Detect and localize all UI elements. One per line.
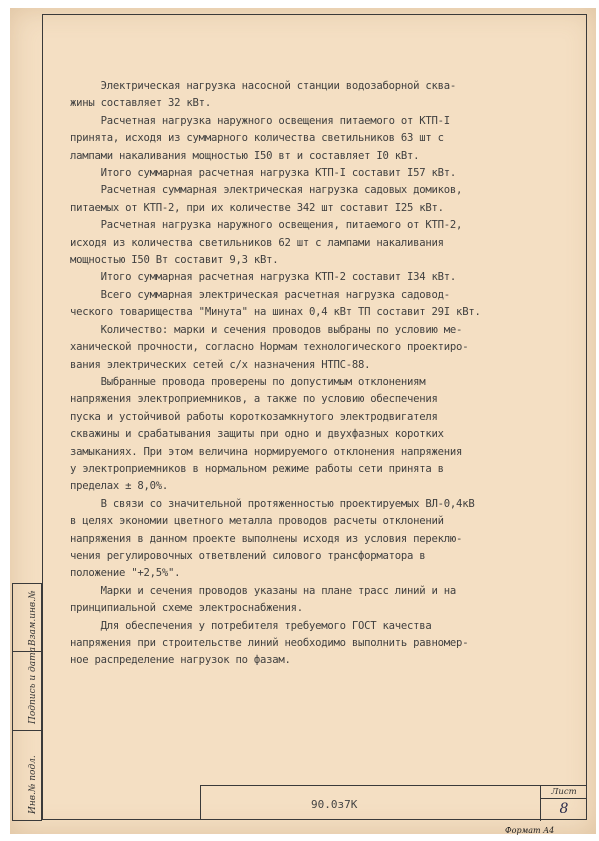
text-line: напряжения при строительстве линий необходимо выполнить равномер-: [70, 637, 469, 649]
text-line: мощностью I50 Вт составит 9,3 кВт.: [70, 254, 279, 267]
approval-stamp-strip: [12, 583, 42, 821]
text-line: напряжения электроприемников, а также по условию обеспечения: [70, 393, 438, 406]
text-line: ное распределение нагрузок по фазам.: [70, 654, 291, 667]
text-line: замыканиях. При этом величина нормируемого отклонения напряжения: [70, 445, 463, 458]
sheet-number: 8: [559, 801, 569, 817]
sheet-label: Лист: [541, 786, 587, 799]
text-line: пределах ± 8,0%.: [70, 480, 169, 493]
text-line: Расчетная нагрузка наружного освещения питаемого от КТП-I: [70, 114, 450, 127]
text-line: в целях экономии цветного металла проводов расчеты отклонений: [70, 515, 444, 528]
sheet-number-box: [540, 786, 587, 821]
text-line: Количество: марки и сечения проводов выбраны по условию ме-: [70, 323, 463, 336]
document-code: 90.0з7К: [311, 798, 358, 811]
text-line: В связи со значительной протяженностью проектируемых ВЛ-0,4кВ: [70, 497, 475, 510]
text-line: Расчетная нагрузка наружного освещения, питаемого от КТП-2,: [70, 219, 463, 232]
text-line: чения регулировочных ответвлений силового трансформатора в: [70, 549, 426, 562]
original-inventory-label: Инв.№ подл.: [28, 755, 38, 814]
text-line: Всего суммарная электрическая расчетная нагрузка садовод-: [70, 288, 450, 301]
text-line: Для обеспечения у потребителя требуемого ГОСТ качества: [70, 619, 432, 632]
text-line: лампами накаливания мощностью I50 вт и составляет I0 кВт.: [70, 149, 420, 162]
text-line: у электроприемников в нормальном режиме работы сети принята в: [70, 462, 444, 475]
text-line: ческого товарищества "Минута" на шинах 0,4 кВт ТП составит 29I кВт.: [70, 306, 481, 319]
text-line: принята, исходя из суммарного количества светильников 63 шт с: [70, 132, 444, 145]
text-line: ханической прочности, согласно Нормам технологического проектиро-: [70, 341, 469, 354]
text-line: напряжения в данном проекте выполнены исходя из условия переклю-: [70, 532, 463, 545]
text-line: Марки и сечения проводов указаны на плане трасс линий и на: [70, 584, 457, 597]
text-line: скважины и срабатывания защиты при одно и двухфазных коротких: [70, 428, 444, 441]
text-line: пуска и устойчивой работы короткозамкнутого электродвигателя: [70, 410, 438, 423]
strip-divider: [13, 730, 41, 731]
text-line: принципиальной схеме электроснабжения.: [70, 602, 303, 615]
text-line: Расчетная суммарная электрическая нагрузка садовых домиков,: [70, 184, 463, 197]
text-line: вания электрических сетей с/х назначения НТПС-88.: [70, 358, 371, 371]
text-line: Итого суммарная расчетная нагрузка КТП-I составит I57 кВт.: [70, 167, 457, 180]
replacement-inventory-label: Взам.инв.№: [28, 590, 38, 646]
text-line: питаемых от КТП-2, при их количестве 342 шт составит I25 кВт.: [70, 201, 444, 214]
text-line: положение "+2,5%".: [70, 567, 181, 580]
text-line: исходя из количества светильников 62 шт с лампами накаливания: [70, 236, 444, 249]
text-line: Выбранные провода проверены по допустимым отклонениям: [70, 375, 426, 388]
text-line: жины составляет 32 кВт.: [70, 97, 211, 110]
explanatory-note-text: [70, 78, 575, 670]
text-line: Итого суммарная расчетная нагрузка КТП-2 составит I34 кВт.: [70, 271, 457, 284]
text-line: Электрическая нагрузка насосной станции водозаборной сква-: [70, 80, 457, 92]
format-label: Формат А4: [505, 826, 555, 835]
signature-date-label: Подпись и дата: [28, 647, 38, 724]
title-block: [200, 785, 587, 820]
